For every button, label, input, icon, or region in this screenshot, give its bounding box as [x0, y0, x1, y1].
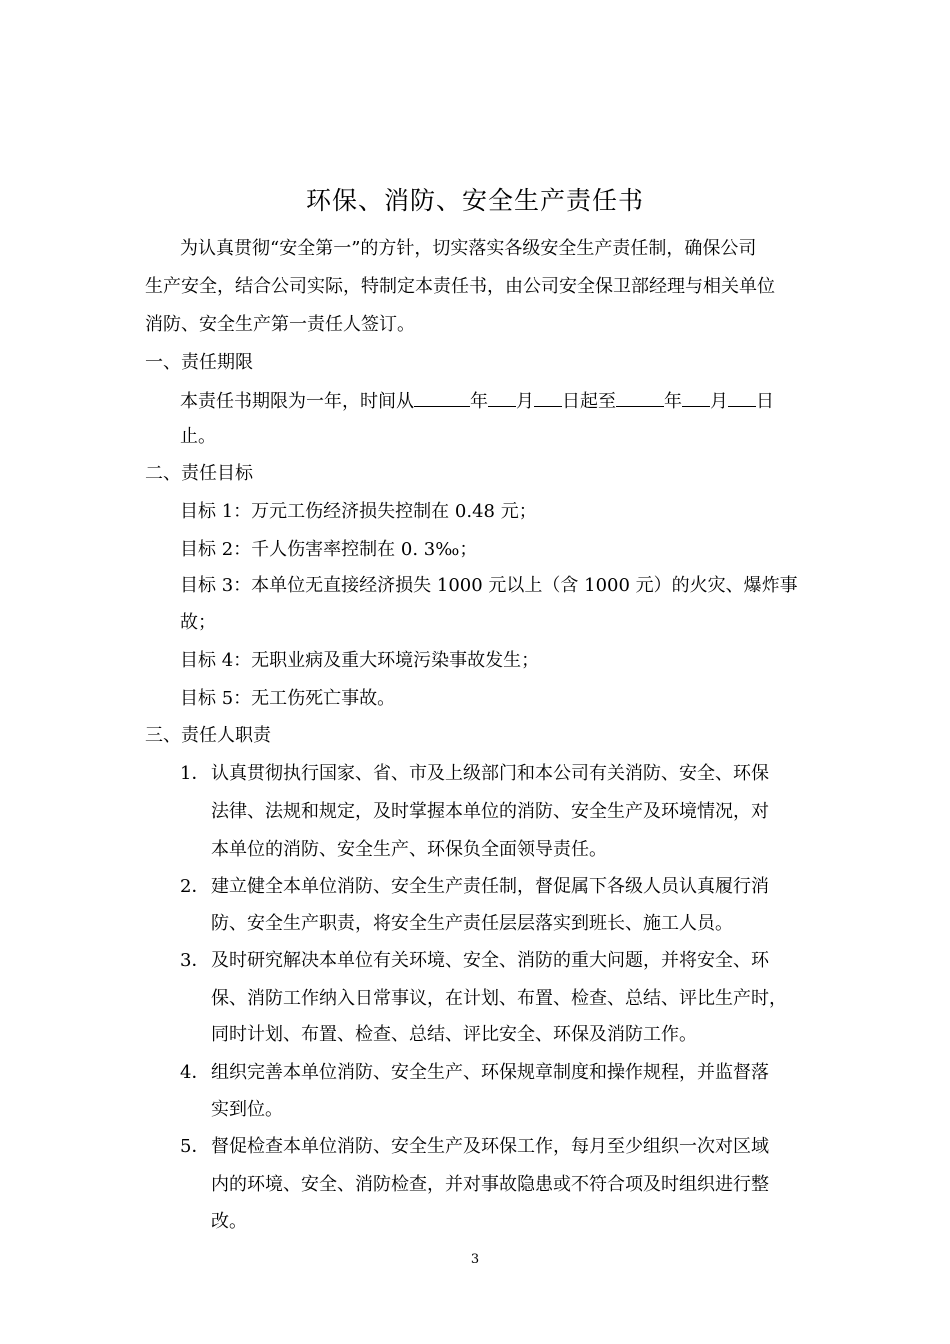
period-end: 止。: [180, 426, 216, 447]
duty-2-line-2: 防、安全生产职责，将安全生产责任层层落实到班长、施工人员。: [211, 913, 733, 934]
duty-1-line-1: 认真贯彻执行国家、省、市及上级部门和本公司有关消防、安全、环保: [211, 763, 769, 784]
duty-5-line-3: 改。: [211, 1211, 247, 1232]
period-prefix: 本责任书期限为一年，时间从: [180, 391, 414, 412]
period-line: [180, 386, 774, 417]
duty-5-number: 5．: [180, 1136, 210, 1157]
period-day-2: 日: [756, 391, 774, 412]
month-blank-2[interactable]: [682, 386, 710, 407]
period-year-2: 年: [664, 391, 682, 412]
goal-4: 目标 4：无职业病及重大环境污染事故发生；: [180, 650, 540, 671]
day-blank-1[interactable]: [534, 386, 562, 407]
intro-line-3: 消防、安全生产第一责任人签订。: [145, 314, 415, 335]
period-month-1: 月: [516, 391, 534, 412]
intro-line-2: 生产安全，结合公司实际，特制定本责任书，由公司安全保卫部经理与相关单位: [145, 276, 775, 297]
day-blank-2[interactable]: [728, 386, 756, 407]
period-year-1: 年: [470, 391, 488, 412]
goal-2: 目标 2：千人伤害率控制在 0. 3‰；: [180, 539, 478, 560]
duty-2-number: 2．: [180, 876, 210, 897]
duty-5-line-1: 督促检查本单位消防、安全生产及环保工作，每月至少组织一次对区域: [211, 1136, 769, 1157]
year-blank-1[interactable]: [414, 386, 470, 407]
goal-3: 目标 3：本单位无直接经济损失 1000 元以上（含 1000 元）的火灾、爆炸事: [180, 575, 798, 596]
duty-3-number: 3．: [180, 950, 210, 971]
period-day-1: 日起至: [562, 391, 616, 412]
duty-4-number: 4．: [180, 1062, 210, 1083]
goal-5: 目标 5：无工伤死亡事故。: [180, 688, 396, 709]
period-month-2: 月: [710, 391, 728, 412]
section-3-heading: 三、责任人职责: [145, 725, 271, 746]
duty-3-line-1: 及时研究解决本单位有关环境、安全、消防的重大问题，并将安全、环: [211, 950, 769, 971]
duty-3-line-3: 同时计划、布置、检查、总结、评比安全、环保及消防工作。: [211, 1024, 697, 1045]
page-number: 3: [470, 1252, 480, 1267]
duty-4-line-1: 组织完善本单位消防、安全生产、环保规章制度和操作规程，并监督落: [211, 1062, 769, 1083]
document-title: 环保、消防、安全生产责任书: [305, 186, 644, 215]
goal-1: 目标 1：万元工伤经济损失控制在 0.48 元；: [180, 501, 537, 522]
section-1-heading: 一、责任期限: [145, 352, 253, 373]
duty-1-number: 1．: [180, 763, 210, 784]
duty-1-line-3: 本单位的消防、安全生产、环保负全面领导责任。: [211, 839, 607, 860]
duty-3-line-2: 保、消防工作纳入日常事议，在计划、布置、检查、总结、评比生产时，: [211, 988, 787, 1009]
intro-line-1: 为认真贯彻“安全第一”的方针，切实落实各级安全生产责任制，确保公司: [180, 238, 757, 259]
year-blank-2[interactable]: [616, 386, 664, 407]
duty-4-line-2: 实到位。: [211, 1099, 283, 1120]
goal-3-continued: 故；: [180, 612, 216, 633]
section-2-heading: 二、责任目标: [145, 463, 253, 484]
duty-5-line-2: 内的环境、安全、消防检查，并对事故隐患或不符合项及时组织进行整: [211, 1174, 769, 1195]
month-blank-1[interactable]: [488, 386, 516, 407]
duty-1-line-2: 法律、法规和规定，及时掌握本单位的消防、安全生产及环境情况，对: [211, 801, 769, 822]
duty-2-line-1: 建立健全本单位消防、安全生产责任制，督促属下各级人员认真履行消: [211, 876, 769, 897]
